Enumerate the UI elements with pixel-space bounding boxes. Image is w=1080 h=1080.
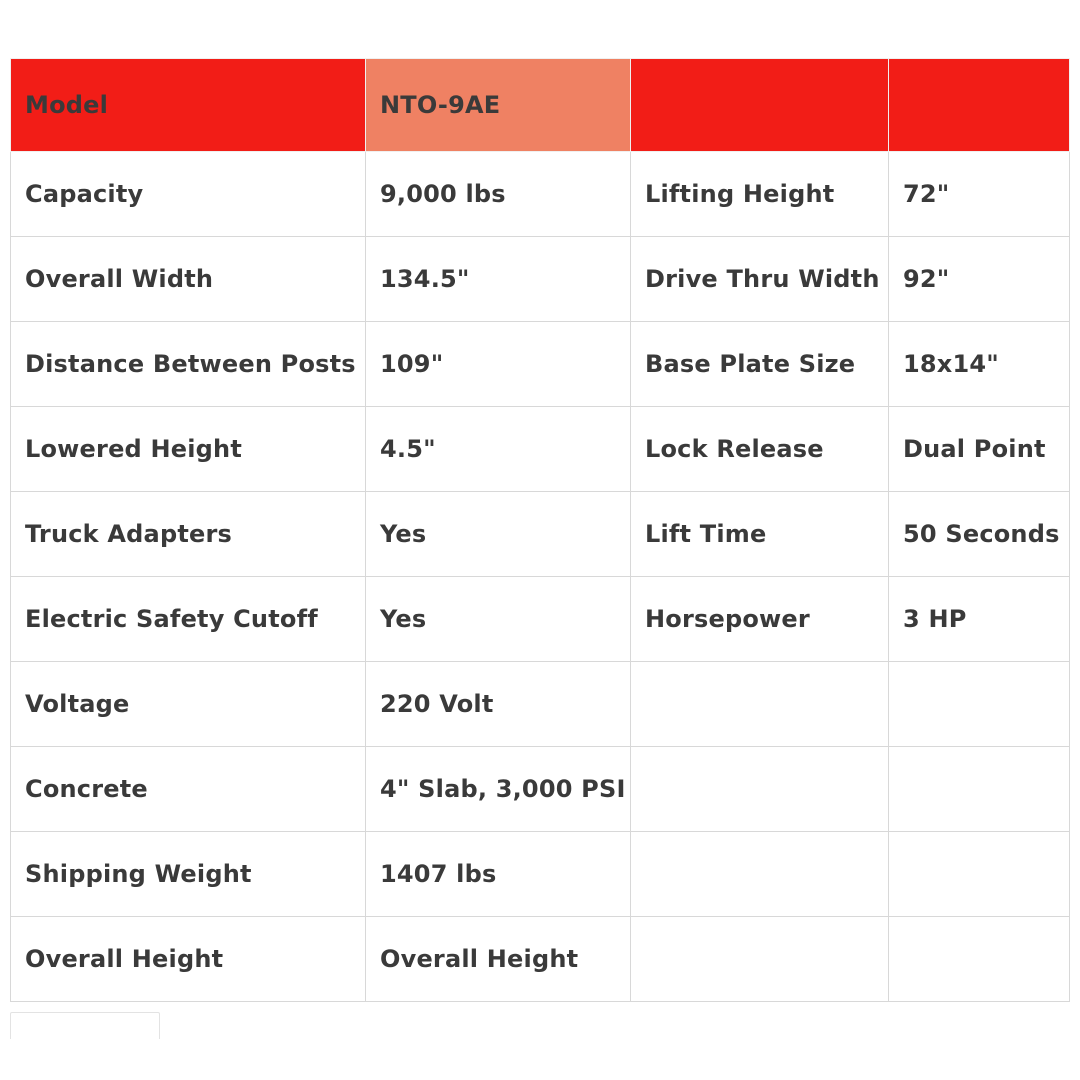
row-label-secondary: Base Plate Size	[631, 322, 889, 407]
row-value: 109"	[366, 322, 631, 407]
row-label: Capacity	[11, 152, 366, 237]
row-label: Overall Width	[11, 237, 366, 322]
specifications-table	[10, 58, 1070, 1002]
table-row	[11, 747, 1070, 832]
row-label-secondary	[631, 917, 889, 1002]
row-value-secondary: 50 Seconds	[889, 492, 1070, 577]
row-label-secondary	[631, 662, 889, 747]
row-value-secondary	[889, 832, 1070, 917]
bottom-partial-control	[10, 1012, 160, 1039]
table-row	[11, 492, 1070, 577]
row-label-secondary: Lifting Height	[631, 152, 889, 237]
row-label: Voltage	[11, 662, 366, 747]
table-row	[11, 917, 1070, 1002]
table-row	[11, 237, 1070, 322]
header-cell-model-value: NTO-9AE	[366, 59, 631, 152]
row-label-secondary: Lift Time	[631, 492, 889, 577]
row-label-secondary: Drive Thru Width	[631, 237, 889, 322]
row-value-secondary	[889, 662, 1070, 747]
row-value: 9,000 lbs	[366, 152, 631, 237]
row-label-secondary	[631, 832, 889, 917]
row-value: 1407 lbs	[366, 832, 631, 917]
table-row	[11, 322, 1070, 407]
table-row	[11, 407, 1070, 492]
header-cell-blank-1	[631, 59, 889, 152]
row-label: Lowered Height	[11, 407, 366, 492]
row-value-secondary	[889, 917, 1070, 1002]
row-value: Overall Height	[366, 917, 631, 1002]
row-label: Distance Between Posts	[11, 322, 366, 407]
header-cell-model: Model	[11, 59, 366, 152]
row-value: Yes	[366, 577, 631, 662]
header-cell-blank-2	[889, 59, 1070, 152]
row-label-secondary: Lock Release	[631, 407, 889, 492]
row-value: 4.5"	[366, 407, 631, 492]
row-value-secondary: 72"	[889, 152, 1070, 237]
row-value-secondary	[889, 747, 1070, 832]
row-value-secondary: 18x14"	[889, 322, 1070, 407]
table-header-row	[11, 59, 1070, 152]
table-row	[11, 832, 1070, 917]
row-value-secondary: Dual Point	[889, 407, 1070, 492]
row-label-secondary: Horsepower	[631, 577, 889, 662]
row-value: 134.5"	[366, 237, 631, 322]
table-row	[11, 152, 1070, 237]
row-value-secondary: 92"	[889, 237, 1070, 322]
spec-table-container	[10, 58, 1069, 1002]
row-label-secondary	[631, 747, 889, 832]
row-label: Shipping Weight	[11, 832, 366, 917]
row-label: Overall Height	[11, 917, 366, 1002]
table-row	[11, 577, 1070, 662]
row-value: 4" Slab, 3,000 PSI	[366, 747, 631, 832]
table-row	[11, 662, 1070, 747]
row-label: Concrete	[11, 747, 366, 832]
row-label: Truck Adapters	[11, 492, 366, 577]
row-value-secondary: 3 HP	[889, 577, 1070, 662]
row-value: 220 Volt	[366, 662, 631, 747]
row-value: Yes	[366, 492, 631, 577]
row-label: Electric Safety Cutoff	[11, 577, 366, 662]
